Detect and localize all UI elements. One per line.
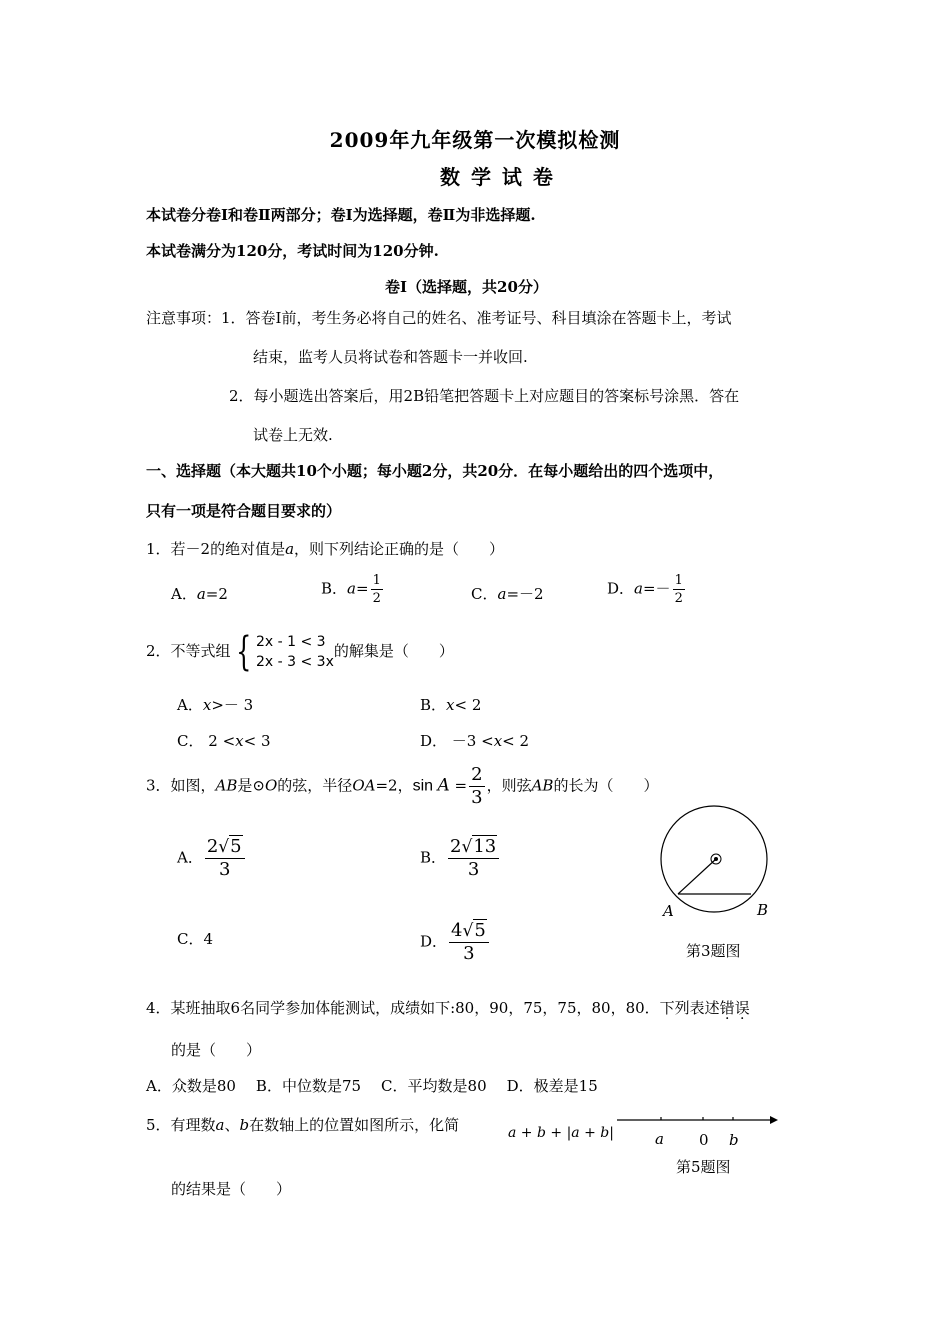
q4-option-a: A．众数是80	[146, 1077, 236, 1095]
q3-a-radical: √5	[218, 836, 242, 857]
q3-d-coef: 4	[451, 920, 463, 941]
q4-stem-line2: 的是（ ）	[171, 1041, 262, 1059]
q3-option-b	[420, 838, 501, 879]
q2-d-label: D．	[420, 732, 448, 750]
exam-title: 2009年九年级第一次模拟检测	[329, 128, 621, 152]
q3-d-radicand: 5	[474, 920, 486, 941]
q2-row2: 2x - 3 < 3x	[256, 654, 334, 670]
q1-c-var: a	[497, 585, 507, 603]
q3-d-radical: √5	[462, 920, 486, 941]
q1-post: ，则下列结论正确的是（ ）	[294, 540, 505, 558]
q3-d-fraction	[449, 922, 489, 963]
q2-c-val: < 3	[243, 732, 271, 750]
q3-a-radicand: 5	[230, 836, 242, 857]
q3-a-numerator	[205, 838, 245, 859]
q3-post: 的长为（ ）	[553, 776, 659, 795]
q2-a-val: >－ 3	[211, 696, 254, 714]
q1-option-a	[171, 583, 228, 604]
q3-b-den: 3	[467, 859, 480, 880]
q1-d-den: 2	[674, 591, 683, 606]
q1-a-label: A．	[171, 585, 197, 603]
q2-d-pre: －3 <	[447, 732, 494, 750]
q1-a-var: a	[196, 585, 206, 603]
q3-ab: AB	[215, 776, 238, 795]
q5-fig-caption: 第5题图	[676, 1158, 731, 1176]
q5-var-b: b	[239, 1116, 250, 1134]
q1-b-eq: =	[355, 579, 369, 598]
q4-option-b: B．中位数是75	[255, 1077, 362, 1095]
q3-fig-label-a: A	[663, 902, 674, 920]
q3-fig-caption: 第3题图	[686, 942, 741, 960]
q5-sep: 、	[224, 1116, 240, 1134]
q4-emph-2: 误	[734, 999, 750, 1017]
q3-option-d	[420, 922, 491, 963]
q5-var-a: a	[215, 1116, 225, 1134]
intro-line-2: 本试卷满分为120分，考试时间为120分钟.	[146, 242, 439, 260]
q1-d-var: a	[634, 579, 643, 598]
q3-a-label: A．	[177, 848, 203, 867]
notes-item2-line1: 2．每小题选出答案后，用2B铅笔把答题卡上对应题目的答案标号涂黑．答在	[229, 387, 740, 405]
q2-post: 的解集是（ ）	[333, 642, 454, 660]
q4-option-c: C．平均数是80	[381, 1077, 487, 1095]
q2-option-a	[177, 694, 253, 715]
q3-a-fraction	[205, 838, 245, 879]
q3-d-den: 3	[463, 943, 475, 964]
q2-pre: 2．不等式组	[146, 642, 231, 660]
q1-d-num: 1	[674, 573, 683, 588]
q2-option-b	[420, 694, 481, 715]
q3-ab2: AB	[531, 776, 554, 795]
part1-title: 卷Ⅰ（选择题，共20分）	[385, 278, 548, 296]
q1-var: a	[285, 540, 295, 558]
q2-c-var: x	[235, 732, 244, 750]
q2-b-label: B．	[420, 696, 447, 714]
notes-item2-line2: 试卷上无效.	[253, 426, 333, 444]
q2-a-var: x	[202, 696, 212, 714]
q3-b-coef: 2	[450, 836, 462, 857]
q4-option-d: D．极差是15	[506, 1077, 598, 1095]
q3-stem	[146, 766, 658, 807]
notes-label: 注意事项：	[146, 309, 222, 327]
q3-fraction	[469, 766, 484, 807]
q4-options	[146, 1075, 598, 1096]
q3-o: O	[264, 776, 278, 795]
q1-a-val: =2	[205, 585, 228, 603]
q1-b-den: 2	[372, 591, 381, 606]
q3-num: 3．如图，	[146, 776, 216, 795]
notes-item1-line1	[146, 307, 732, 328]
q5-mid: 在数轴上的位置如图所示，化简	[249, 1116, 460, 1134]
q5-axis-arrow	[770, 1116, 778, 1124]
q2-option-c	[177, 730, 271, 751]
q3-b-numerator	[448, 838, 499, 859]
q2-c-pre: 2 <	[203, 732, 236, 750]
q3-d-label: D．	[420, 932, 448, 951]
q3-option-a	[177, 838, 247, 879]
q5-pre: 5．有理数	[146, 1116, 216, 1134]
q1-b-var: a	[347, 579, 356, 598]
section1-line1: 一、选择题（本大题共10个小题；每小题2分，共20分．在每小题给出的四个选项中，	[146, 462, 724, 480]
notes-item1-line2: 结束，监考人员将试卷和答题卡一并收回.	[253, 348, 528, 366]
q3-d-numerator	[449, 922, 489, 943]
q1-b-label: B．	[321, 579, 348, 598]
q3-mid4: ，则弦	[486, 776, 532, 795]
q3-angle-a: A	[437, 775, 450, 796]
q5-fig-label-0: 0	[699, 1131, 709, 1149]
q2-option-d	[420, 730, 529, 751]
q3-a-den: 3	[218, 859, 231, 880]
q5-fig-label-a: a	[655, 1130, 664, 1148]
q3-b-radical: √13	[461, 836, 497, 857]
q5-stem	[146, 1114, 459, 1135]
q3-mid2: 的弦，半径	[277, 776, 353, 795]
intro-line-1: 本试卷分卷Ⅰ和卷Ⅱ两部分；卷Ⅰ为选择题，卷Ⅱ为非选择题.	[146, 206, 536, 224]
exam-subtitle: 数 学 试 卷	[440, 165, 555, 189]
q1-option-d	[607, 574, 687, 605]
q2-d-val: < 2	[502, 732, 530, 750]
q3-eq: =	[449, 776, 468, 795]
q1-d-label: D．	[607, 579, 635, 598]
q1-option-c	[471, 583, 544, 604]
notes-item1-a: 1．答卷Ⅰ前，考生务必将自己的姓名、准考证号、科目填涂在答题卡上，考试	[221, 309, 732, 327]
q2-c-label: C．	[177, 732, 204, 750]
q3-mid1: 是⊙	[237, 776, 265, 795]
q1-option-b	[321, 574, 385, 605]
q3-sin: sin	[412, 777, 438, 795]
q5-number-line	[612, 1110, 782, 1130]
q3-b-fraction	[448, 838, 499, 879]
q3-b-radicand: 13	[473, 836, 497, 857]
q1-c-val: =－2	[506, 585, 544, 603]
q2-system	[256, 632, 334, 672]
q4-line1: 4．某班抽取6名同学参加体能测试，成绩如下:80，90，75，75，80，80．下列表述	[146, 999, 720, 1017]
q2-d-var: x	[493, 732, 503, 750]
q2-a-label: A．	[177, 696, 203, 714]
q1-stem	[146, 538, 504, 559]
q3-mid3: =2，	[375, 776, 413, 795]
q1-pre: 1．若－2的绝对值是	[146, 540, 286, 558]
q2-b-var: x	[446, 696, 455, 714]
q2-stem	[146, 629, 454, 675]
q3-a-coef: 2	[206, 836, 219, 857]
q5-expression: a + b + |a + b|	[508, 1125, 614, 1141]
q5-stem-line2: 的结果是（ ）	[171, 1180, 292, 1198]
q1-b-fraction	[371, 574, 383, 605]
q3-fig-label-b: B	[757, 901, 769, 919]
q1-c-label: C．	[471, 585, 498, 603]
q1-d-eq: =－	[642, 579, 671, 598]
q5-fig-label-b: b	[729, 1131, 739, 1149]
q4-stem-line1	[146, 997, 750, 1018]
q2-b-val: < 2	[454, 696, 482, 714]
q2-row1: 2x - 1 < 3	[256, 634, 326, 650]
q1-d-fraction	[673, 574, 685, 605]
q3-b-label: B．	[420, 848, 447, 867]
q3-radius-oa	[678, 859, 716, 894]
section1-line2: 只有一项是符合题目要求的）	[146, 502, 342, 520]
q3-oa: OA	[352, 776, 376, 795]
q3-frac-num: 2	[471, 764, 483, 785]
q4-emph-1: 错	[719, 999, 735, 1017]
q2-brace: {	[235, 629, 251, 675]
q1-b-num: 1	[372, 573, 381, 588]
q3-option-c: C．4	[177, 930, 214, 948]
q3-frac-den: 3	[471, 787, 483, 808]
